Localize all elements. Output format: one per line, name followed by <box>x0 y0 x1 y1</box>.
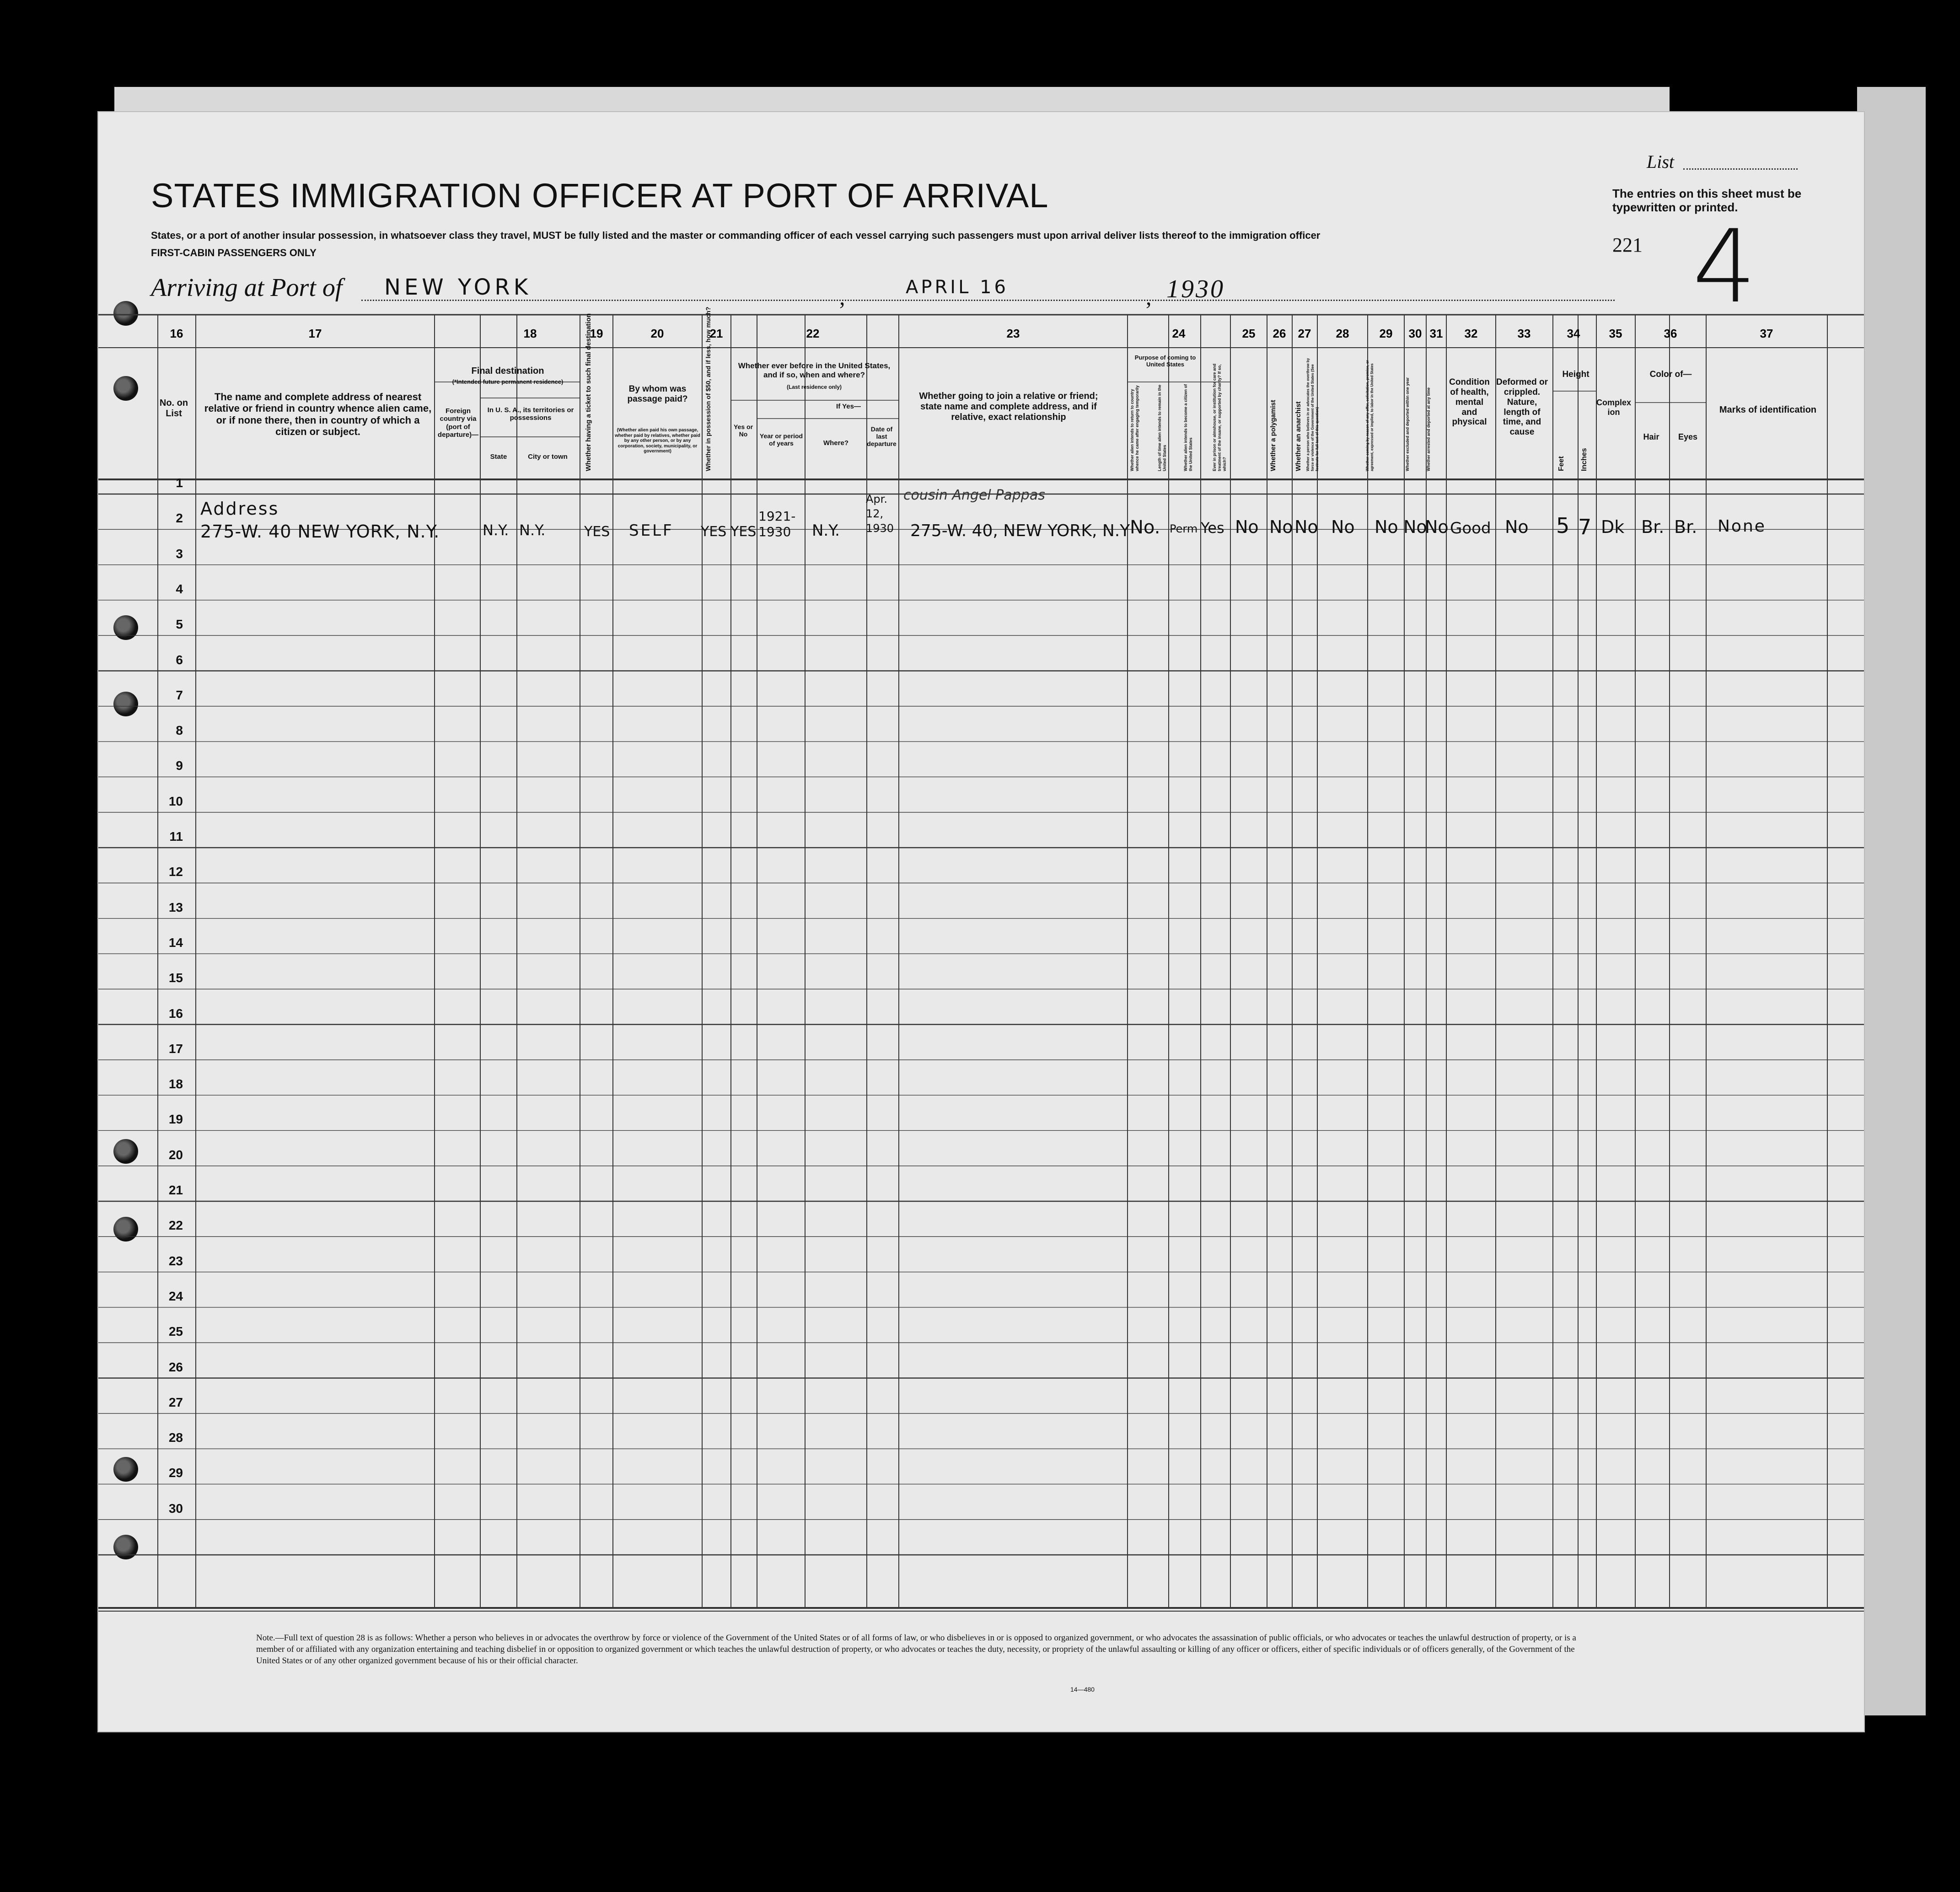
passage-paid-by: SELF <box>629 521 674 540</box>
labor-offer-answer: No <box>1375 517 1398 537</box>
row-number: 7 <box>176 688 183 702</box>
row-number: 2 <box>176 511 183 526</box>
arrival-port: NEW YORK <box>384 274 532 300</box>
header-foreign-country: Foreign country via (port of departure)— <box>437 407 479 439</box>
row-number: 16 <box>168 1006 183 1021</box>
header-purpose-return: Whether alien intends to return to country whence he came after engaging temporarily <box>1130 385 1139 471</box>
header-state: State <box>490 453 507 461</box>
row-number: 10 <box>168 794 183 808</box>
list-label: List <box>1647 151 1675 172</box>
header-ticket: Whether having a ticket to such final destination <box>585 313 592 471</box>
deported-answer: No <box>1425 517 1449 537</box>
header-deformed: Deformed or crippled. Nature, length of time, and cause <box>1496 377 1548 437</box>
entries-note: The entries on this sheet must be typewritten or printed. <box>1612 187 1802 214</box>
header-departure-date: Date of last departure <box>867 425 897 448</box>
departure-date: Apr. 12, 1930 <box>866 493 894 535</box>
header-no-on-list: No. on List <box>159 398 188 419</box>
column-number: 18 <box>523 327 537 340</box>
row-number: 17 <box>168 1041 183 1056</box>
header-city: City or town <box>528 453 568 461</box>
header-passage-paid: By whom was passage paid? <box>627 384 688 404</box>
passenger-class-text: FIRST-CABIN PASSENGERS ONLY <box>151 247 317 258</box>
address-label: Address <box>200 499 279 519</box>
height-feet: 5 <box>1556 513 1570 538</box>
column-number: 32 <box>1464 327 1478 340</box>
row-number: 25 <box>168 1324 183 1339</box>
row-number: 3 <box>176 546 183 561</box>
row-number: 15 <box>168 971 183 985</box>
row-number: 14 <box>168 935 183 950</box>
row-number: 19 <box>168 1112 183 1127</box>
header-feet: Feet <box>1557 456 1565 471</box>
header-excluded: Whether excluded and deported within one year <box>1405 377 1410 471</box>
header-polygamist: Whether a polygamist <box>1269 400 1277 471</box>
row-number: 13 <box>168 900 183 914</box>
header-health: Condition of health, mental and physical <box>1449 377 1490 427</box>
join-address: 275-W. 40, NEW YORK, N.Y <box>910 521 1130 540</box>
column-number: 17 <box>308 327 322 340</box>
header-prison: Ever in prison or almshouse, or institution for care and treatment of the insane, or supported by charity? If so, which? <box>1212 363 1227 471</box>
period-of-years: 1921-1930 <box>758 509 796 539</box>
column-number: 21 <box>709 327 723 340</box>
arriving-label: Arriving at Port of <box>151 274 343 302</box>
excluded-answer: No <box>1403 517 1427 537</box>
row-number: 8 <box>176 723 183 738</box>
fifty-dollars-answer: YES <box>701 524 727 540</box>
header-purpose: Purpose of coming to United States <box>1134 354 1196 368</box>
polygamist-answer: No <box>1269 517 1293 537</box>
row-number: 9 <box>176 758 183 773</box>
header-labor-offer: Whether coming by reason of any offer, solicitation, promise, or agreement, expressed or implied, to labor in the United States <box>1365 360 1374 471</box>
marks-answer: None <box>1718 517 1766 536</box>
health-answer: Good <box>1450 519 1491 538</box>
purpose-return-answer: No. <box>1130 517 1160 538</box>
arrival-date: APRIL 16 <box>906 277 1009 298</box>
column-number: 27 <box>1298 327 1311 340</box>
column-number: 28 <box>1336 327 1349 340</box>
arrival-year: 1930 <box>1166 275 1225 303</box>
row-number: 1 <box>176 476 183 490</box>
page-title: STATES IMMIGRATION OFFICER AT PORT OF ARRIVAL <box>151 177 1049 215</box>
row-number: 27 <box>168 1395 183 1409</box>
row-number: 4 <box>176 581 183 596</box>
column-number: 37 <box>1760 327 1773 340</box>
header-in-usa: In U. S. A., its territories or possessions <box>487 406 574 422</box>
header-eyes: Eyes <box>1678 432 1698 441</box>
comma-separator: , <box>1146 284 1152 310</box>
column-number: 19 <box>590 327 603 340</box>
deformed-answer: No <box>1505 517 1529 537</box>
header-inches: Inches <box>1580 448 1588 471</box>
row-number: 28 <box>168 1430 183 1445</box>
column-number: 23 <box>1006 327 1020 340</box>
header-where: Where? <box>823 439 848 447</box>
header-final-destination-sub: (*Intended future permanent residence) <box>452 378 564 385</box>
purpose-length-answer: Perm <box>1170 522 1198 535</box>
header-nearest-relative: The name and complete address of nearest relative or friend in country whence alien came, or if none there, then in country of which a citizen or subject. <box>204 391 432 437</box>
header-ever-before: Whether ever before in the United States, and if so, when and where? <box>738 361 891 379</box>
destination-state: N.Y. <box>483 521 509 539</box>
column-number: 25 <box>1242 327 1256 340</box>
row-number: 5 <box>176 617 183 632</box>
header-passage-paid-sub: (Whether alien paid his own passage, whether paid by relatives, whether paid by any other person, or by any corporation, society, municipality, or government) <box>615 428 700 454</box>
row-number: 18 <box>168 1077 183 1091</box>
column-number: 26 <box>1273 327 1286 340</box>
header-height: Height <box>1562 370 1589 379</box>
been-before-answer: YES <box>730 524 757 540</box>
header-purpose-length: Length of time alien intends to remain in the United States <box>1157 384 1167 471</box>
column-number: 34 <box>1567 327 1580 340</box>
column-number: 29 <box>1379 327 1393 340</box>
row-number: 30 <box>168 1501 183 1516</box>
column-number: 33 <box>1517 327 1531 340</box>
header-yes-no: Yes or No <box>733 423 753 438</box>
column-number: 36 <box>1664 327 1677 340</box>
complexion-answer: Dk <box>1601 517 1625 537</box>
row-number: 11 <box>169 829 183 844</box>
header-deported: Whether arrested and deported at any time <box>1426 387 1431 471</box>
anarchist-answer: No <box>1294 517 1318 537</box>
page-number: 221 <box>1612 234 1643 256</box>
header-complexion: Complexion <box>1596 398 1632 417</box>
column-number: 16 <box>170 327 183 340</box>
column-number: 22 <box>806 327 820 340</box>
prison-answer: No <box>1235 517 1259 537</box>
row-number: 23 <box>168 1253 183 1268</box>
row-number: 29 <box>168 1466 183 1480</box>
where-answer: N.Y. <box>812 521 840 540</box>
header-hair: Hair <box>1643 432 1659 441</box>
row-number: 12 <box>168 865 183 879</box>
ticket-answer: YES <box>584 524 610 540</box>
column-number: 35 <box>1609 327 1622 340</box>
header-fifty-dollars: Whether in possession of $50, and if less, how much? <box>704 306 712 471</box>
column-number: 20 <box>650 327 664 340</box>
column-number: 30 <box>1408 327 1422 340</box>
row-number: 6 <box>176 652 183 667</box>
row-number: 21 <box>168 1183 183 1197</box>
hair-color: Br. <box>1641 517 1665 537</box>
header-join-relative: Whether going to join a relative or friend; state name and complete address, and if relative, exact relationship <box>919 391 1098 422</box>
overthrow-answer: No <box>1331 517 1355 537</box>
column-number: 31 <box>1429 327 1443 340</box>
eyes-color: Br. <box>1674 517 1697 537</box>
header-overthrow: Whether a person who believes in or advocates the overthrow by force or violence of the Government of the United States (See footnote for full text of this question) <box>1306 358 1319 471</box>
row-number: 24 <box>168 1289 183 1303</box>
relative-address: 275-W. 40 NEW YORK, N.Y. <box>200 521 440 542</box>
column-number: 24 <box>1172 327 1186 340</box>
purpose-citizen-answer: Yes <box>1201 519 1224 537</box>
row-number: 22 <box>168 1218 183 1233</box>
row-number: 26 <box>168 1360 183 1374</box>
header-anarchist: Whether an anarchist <box>1294 401 1302 471</box>
header-ever-before-sub: (Last residence only) <box>786 384 842 390</box>
join-relation: cousin Angel Pappas <box>903 487 1045 503</box>
header-if-yes: If Yes— <box>836 403 861 410</box>
row-number: 20 <box>168 1147 183 1162</box>
footnote: Note.—Full text of question 28 is as follows: Whether a person who believes in or advocates the overthrow by force or violence of the Government of the United States or of all forms of law, or who disbelieves in or is opposed to organized government, or who advocates the assassination of public officials, or who advocates or teaches the unlawful destruction of property, or is a member of or affiliated with any organization entertaining and teaching disbelief in or opposition to organized government or which teaches the unlawful destruction of property, or who advocates or teaches the duty, necessity, or propriety of the unlawful assaulting or killing of any officer or officers, either of specific individuals or of officers generally, of the Government of the United States or of any other organized government because of his or their official character. <box>256 1633 1576 1666</box>
comma-separator: , <box>839 284 845 310</box>
instructions-text: States, or a port of another insular possession, in whatsoever class they travel, MUST be fully listed and the master or commanding officer of each vessel carrying such passengers must upon arrival deliver lists thereof to the immigration officer <box>151 230 1321 241</box>
height-inches: 7 <box>1578 515 1592 539</box>
header-purpose-citizen: Whether alien intends to become a citizen of the United States <box>1183 384 1193 471</box>
header-marks: Marks of identification <box>1719 405 1817 415</box>
form-number: 14—480 <box>1070 1686 1095 1693</box>
header-final-destination: Final destination <box>471 366 544 376</box>
header-year-period: Year or period of years <box>759 432 803 447</box>
destination-city: N.Y. <box>519 521 546 539</box>
header-color: Color of— <box>1649 370 1692 379</box>
handwritten-list-number: 4 <box>1692 208 1756 325</box>
